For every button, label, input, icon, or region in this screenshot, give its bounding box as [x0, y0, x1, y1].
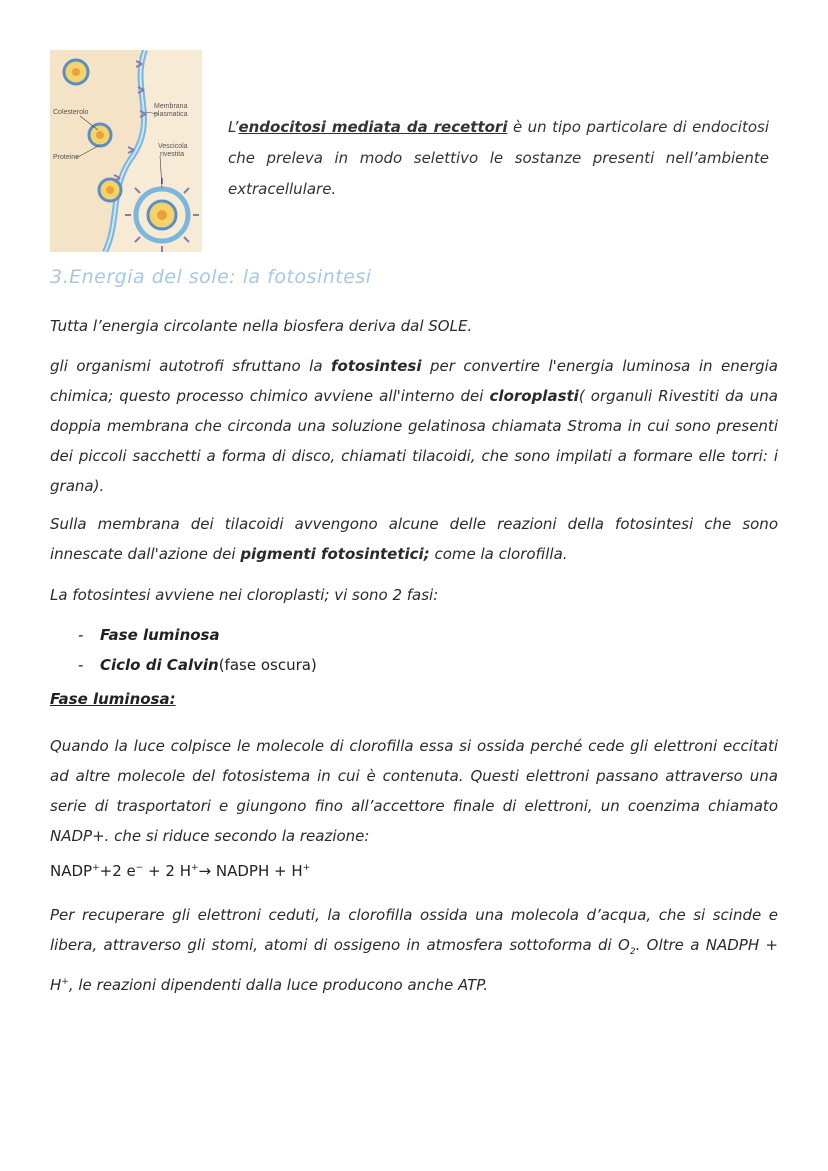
term-cloroplasti: cloroplasti: [489, 387, 579, 405]
intro-paragraph: [228, 112, 769, 205]
coated-vesicle: [125, 178, 199, 252]
ldl-particle-2: [89, 124, 111, 146]
list-item: [78, 650, 317, 680]
paragraph-pigments: Sulla membrana dei tilacoidi avvengono alcune delle reazioni della fotosintesi che sono innescate dall'azione dei pigmenti fotosintetici; come la clorofilla.: [50, 515, 778, 563]
label-vesicle-1: Vescicola: [158, 143, 188, 150]
endocytosis-illustration: [50, 50, 202, 252]
list-item-extra: (fase oscura): [218, 656, 317, 674]
term-pigmenti: pigmenti fotosintetici;: [240, 545, 430, 563]
label-vesicle-2: rivestita: [160, 151, 185, 158]
list-dash: -: [78, 656, 84, 674]
list-item: [78, 620, 317, 650]
term-fotosintesi: fotosintesi: [331, 357, 422, 375]
label-proteins: Proteine: [53, 154, 80, 161]
label-membrane-1: Membrana: [154, 103, 188, 110]
intro-rest: è un tipo particolare di endocitosi che preleva in modo selettivo le sostanze presenti nell’ambiente extracellulare.: [228, 118, 769, 198]
list-item-title: Ciclo di Calvin: [100, 656, 219, 674]
ldl-particle-3: [99, 179, 121, 201]
intro-term: endocitosi mediata da recettori: [238, 118, 508, 136]
label-cholesterol: Colesterolo: [53, 109, 89, 116]
paragraph-sun-energy: Tutta l’energia circolante nella biosfera deriva dal SOLE.: [50, 317, 473, 335]
reaction-equation: NADP++2 e− + 2 H+→ NADPH + H+: [50, 862, 311, 880]
phases-list: [78, 620, 317, 680]
intro-lead: L’: [228, 118, 239, 136]
ldl-particle-1: [64, 60, 88, 84]
section-title: 3.Energia del sole: la fotosintesi: [50, 266, 372, 288]
paragraph-water-oxidation: Per recuperare gli elettroni ceduti, la clorofilla ossida una molecola d’acqua, che si scinde e libera, attraverso gli stomi, atomi di ossigeno in atmosfera sottoforma di $O_2$. Oltre a NADPH + H+, le reazioni dipendenti dalla luce producono anche ATP.: [50, 906, 778, 994]
term-grana: grana: [50, 477, 94, 495]
paragraph-autotrophs: gli organismi autotrofi sfruttano la fotosintesi per convertire l'energia luminosa in energia chimica; questo processo chimico avviene all'interno dei cloroplasti( organuli Rivestiti da una doppia membrana che circonda una soluzione gelatinosa chiamata Stroma in cui sono presenti dei piccoli sacchetti a forma di disco, chiamati tilacoidi, che sono impilati a formare elle torri: i grana).: [50, 357, 779, 495]
label-membrane-2: plasmatica: [154, 111, 188, 118]
list-dash: -: [78, 626, 84, 644]
subheading-light-phase: Fase luminosa:: [50, 690, 176, 708]
paragraph-phases-intro: La fotosintesi avviene nei cloroplasti; vi sono 2 fasi:: [50, 586, 439, 604]
term-tilacoidi: tilacoidi: [412, 447, 471, 465]
list-item-title: Fase luminosa: [100, 626, 220, 644]
term-stroma: Stroma: [567, 417, 622, 435]
paragraph-light-phase: Quando la luce colpisce le molecole di clorofilla essa si ossida perché cede gli elettroni eccitati ad altre molecole del fotosistema in cui è contenuta. Questi elettroni passano attraverso una serie di trasportatori e giungono fino all’accettore finale di elettroni, un coenzima chiamato NADP+. che si riduce secondo la reazione:: [50, 737, 778, 845]
